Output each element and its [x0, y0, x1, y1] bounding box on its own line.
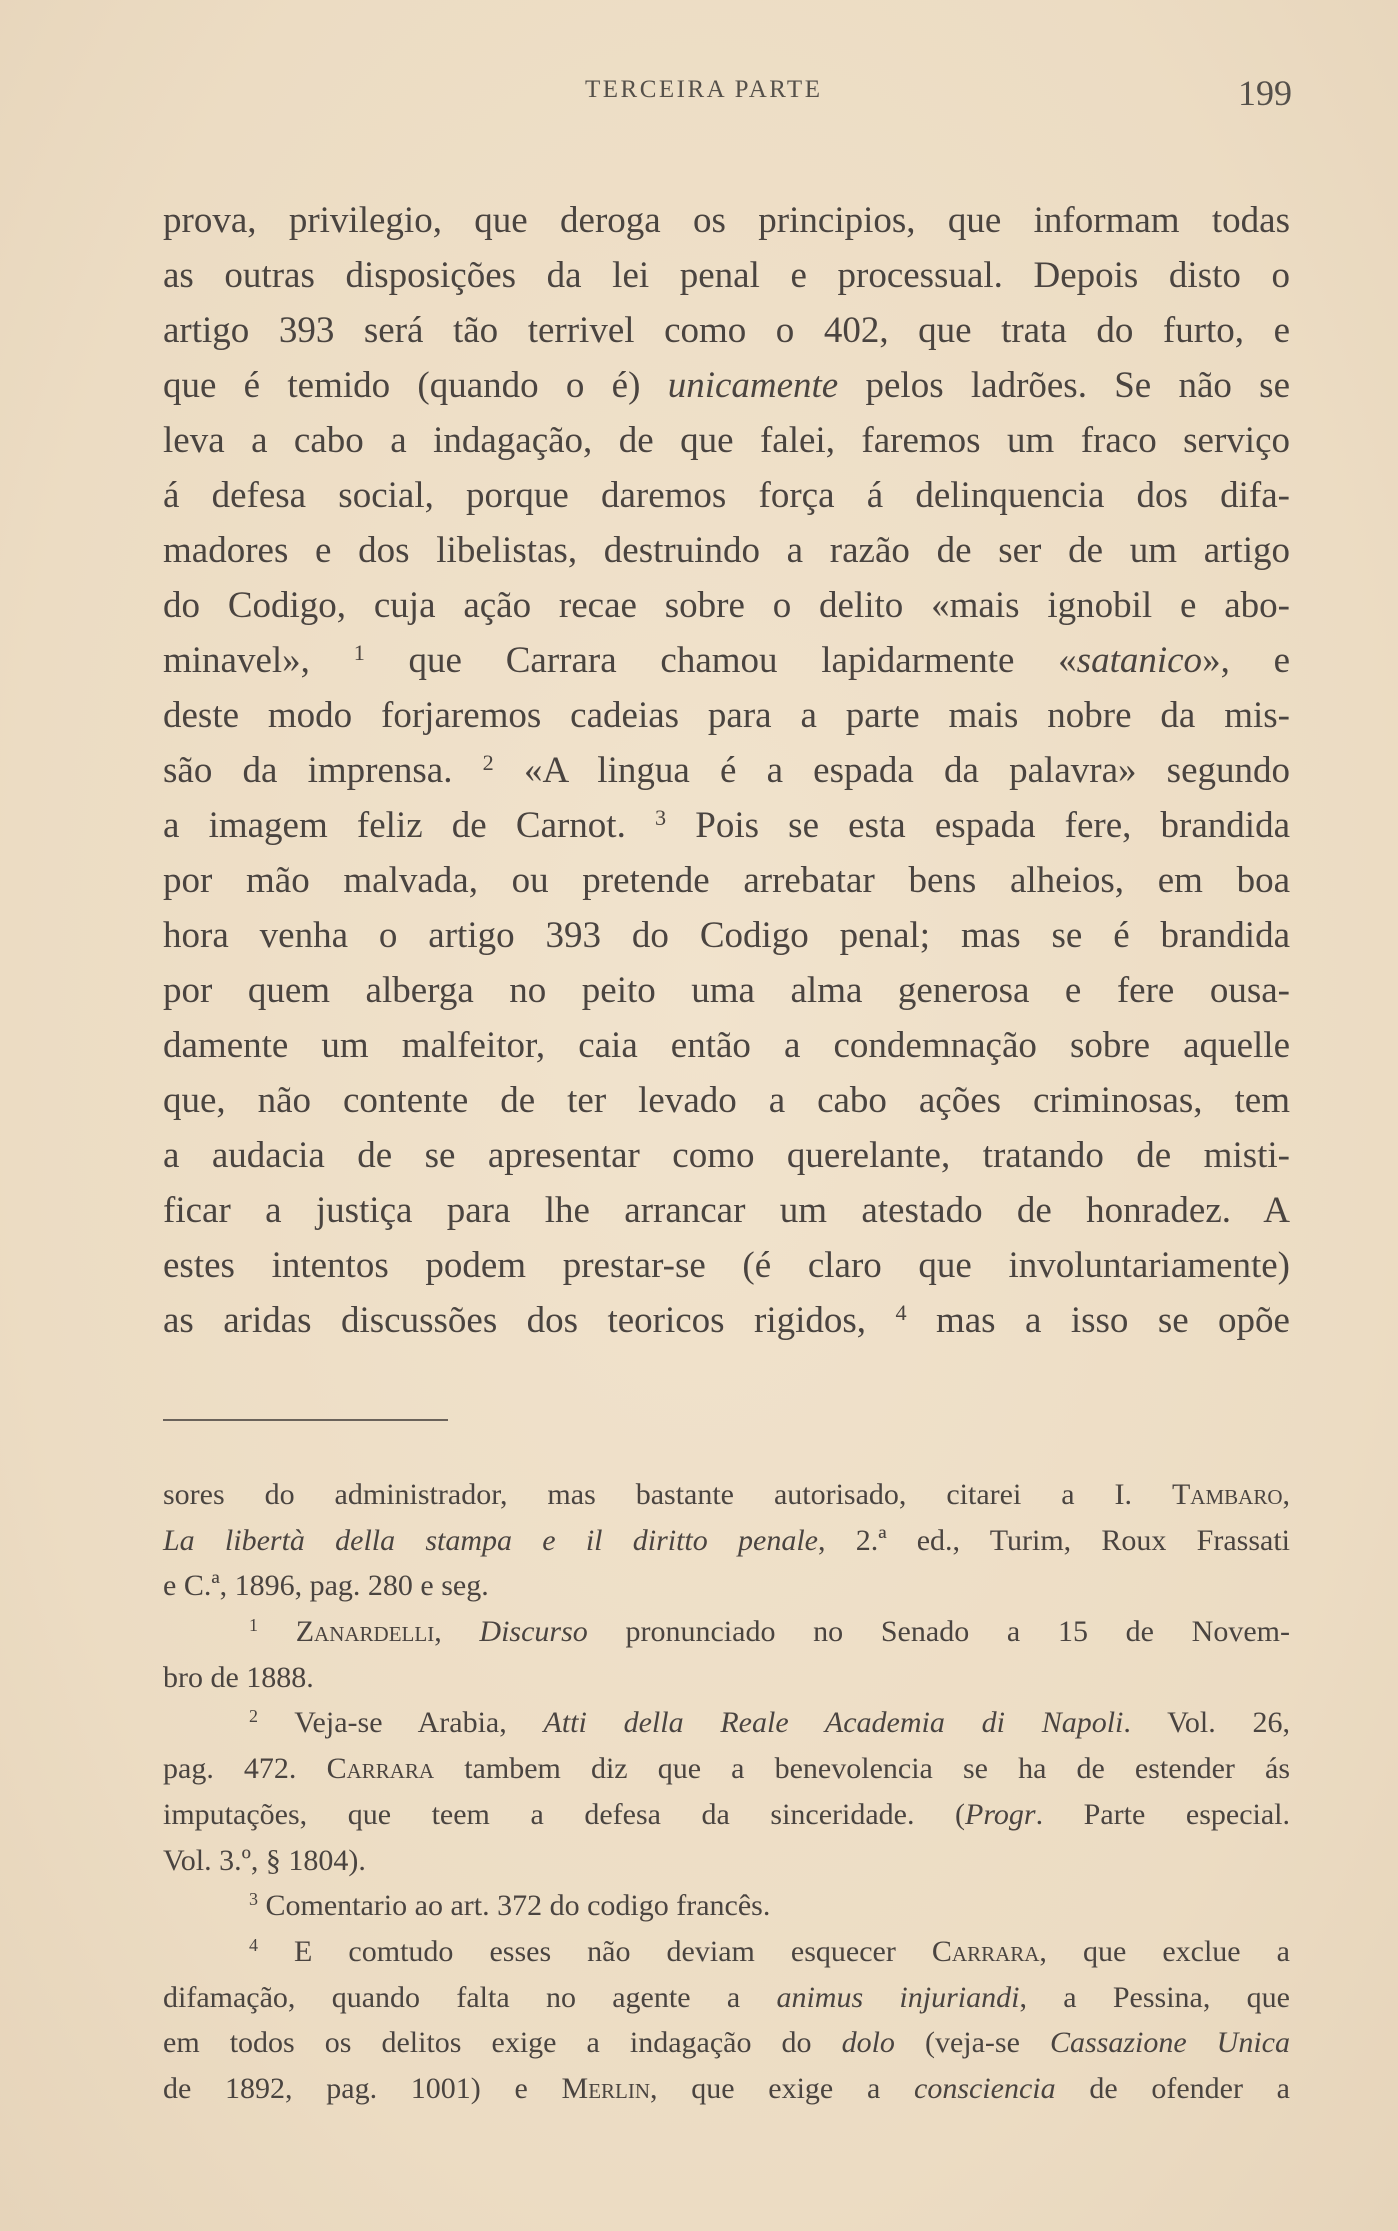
- footnote-line: [163, 1518, 1290, 1564]
- text-run: », e: [1202, 640, 1290, 681]
- text-run: bro de 1888.: [163, 1660, 314, 1694]
- body-line: [163, 1293, 1290, 1348]
- footnote-marker: 4: [895, 1299, 907, 1325]
- text-run: (veja-se: [894, 2026, 1050, 2060]
- footnote-line: [163, 1792, 1290, 1838]
- body-line: [163, 1183, 1290, 1238]
- text-run: Comentario ao art. 372 do codigo francês.: [258, 1889, 771, 1923]
- body-line: [163, 1073, 1290, 1128]
- text-run: . Vol. 26,: [1123, 1706, 1290, 1740]
- footnote-line: [163, 2020, 1290, 2066]
- footnote-line: [163, 1975, 1290, 2021]
- footnote-marker: 3: [655, 804, 667, 830]
- small-caps-name: Tambaro: [1171, 1478, 1283, 1511]
- footnote-line: [163, 1563, 1290, 1609]
- text-run: leva a cabo a indagação, de que falei, faremos um fraco serviço: [163, 420, 1290, 461]
- text-run: de 1892, pag. 1001) e: [163, 2071, 562, 2105]
- italic-text: unicamente: [667, 365, 839, 406]
- small-caps-name: Merlin: [561, 2071, 651, 2105]
- footnote-marker: 3: [249, 1889, 258, 1910]
- text-run: minavel»,: [163, 640, 354, 681]
- text-run: prova, privilegio, que deroga os principios, que informam todas: [163, 200, 1290, 241]
- text-run: por quem alberga no peito uma alma generosa e fere ousa-: [163, 970, 1290, 1011]
- text-run: por mão malvada, ou pretende arrebatar bens alheios, em boa: [163, 860, 1290, 901]
- text-run: madores e dos libelistas, destruindo a razão de ser de um artigo: [163, 530, 1290, 571]
- text-run: ,: [1282, 1478, 1290, 1511]
- italic-text: La libertà della stampa e il diritto penale: [163, 1523, 818, 1557]
- text-run: as outras disposições da lei penal e processual. Depois disto o: [163, 255, 1290, 296]
- text-run: estes intentos podem prestar-se (é claro que involuntariamente): [163, 1245, 1290, 1286]
- page-number: 199: [1238, 73, 1292, 113]
- body-line: [163, 248, 1290, 303]
- text-run: que, não contente de ter levado a cabo ações criminosas, tem: [163, 1080, 1290, 1121]
- text-run: que é temido (quando o é): [163, 365, 668, 406]
- text-run: hora venha o artigo 393 do Codigo penal; mas se é brandida: [163, 915, 1290, 956]
- body-line: [163, 1018, 1290, 1073]
- section-title: TERCEIRA PARTE: [585, 76, 823, 103]
- text-run: [258, 1615, 296, 1648]
- footnote-line: [163, 1746, 1290, 1792]
- footnote-marker: 2: [249, 1706, 258, 1727]
- text-run: as aridas discussões dos teoricos rigidos,: [163, 1300, 896, 1341]
- text-run: deste modo forjaremos cadeias para a parte mais nobre da mis-: [163, 695, 1290, 736]
- italic-text: Atti della Reale Academia di Napoli: [543, 1706, 1124, 1740]
- text-run: damente um malfeitor, caia então a condemnação sobre aquelle: [163, 1025, 1290, 1066]
- body-text: [163, 193, 1290, 1348]
- text-run: em todos os delitos exige a indagação do: [163, 2026, 842, 2060]
- text-run: tambem diz que a benevolencia se ha de estender ás: [434, 1752, 1290, 1786]
- text-run: Vol. 3.º, § 1804).: [163, 1843, 366, 1877]
- footnote-separator: [163, 1419, 448, 1421]
- body-line: [163, 908, 1290, 963]
- italic-text: dolo: [841, 2026, 895, 2060]
- text-run: e C.ª, 1896, pag. 280 e seg.: [163, 1569, 489, 1603]
- running-header: [0, 72, 1398, 112]
- text-run: que Carrara chamou lapidarmente «: [364, 640, 1077, 681]
- text-run: E comtudo esses não deviam esquecer: [258, 1934, 932, 1968]
- text-run: , que exige a: [650, 2071, 914, 2105]
- text-run: difamação, quando falta no agente a: [163, 1980, 777, 2014]
- small-caps-name: Carrara: [931, 1934, 1040, 1968]
- text-run: sores do administrador, mas bastante autorisado, citarei a I.: [163, 1478, 1172, 1511]
- footnotes: [163, 1472, 1290, 2112]
- text-run: imputações, que teem a defesa da sinceridade. (: [163, 1797, 966, 1831]
- small-caps-name: Zanardelli: [295, 1615, 435, 1649]
- text-run: pelos ladrões. Se não se: [838, 365, 1290, 406]
- text-run: de ofender a: [1055, 2071, 1291, 2105]
- body-line: [163, 523, 1290, 578]
- text-run: mas a isso se opõe: [906, 1300, 1290, 1341]
- text-run: do Codigo, cuja ação recae sobre o delito «mais ignobil e abo-: [163, 585, 1290, 626]
- text-run: ,: [434, 1615, 480, 1649]
- body-line: [163, 1128, 1290, 1183]
- body-line: [163, 963, 1290, 1018]
- body-line: [163, 633, 1290, 688]
- footnote-line: [163, 1609, 1290, 1655]
- italic-text: Discurso: [479, 1615, 588, 1649]
- body-line: [163, 578, 1290, 633]
- footnote-line: [163, 1929, 1290, 1975]
- italic-text: Cassazione Unica: [1049, 2026, 1290, 2060]
- text-run: são da imprensa.: [163, 750, 483, 791]
- text-run: «A lingua é a espada da palavra» segundo: [493, 750, 1290, 791]
- text-run: pronunciado no Senado a 15 de Novem-: [587, 1615, 1290, 1649]
- body-line: [163, 1238, 1290, 1293]
- italic-text: animus injuriandi: [776, 1980, 1020, 2014]
- text-run: Pois se esta espada fere, brandida: [666, 805, 1290, 846]
- text-run: a audacia de se apresentar como querelante, tratando de misti-: [163, 1135, 1290, 1176]
- italic-text: Progr: [965, 1797, 1036, 1831]
- footnote-marker: 1: [249, 1615, 258, 1636]
- body-line: [163, 853, 1290, 908]
- body-line: [163, 303, 1290, 358]
- footnote-marker: 1: [353, 639, 365, 665]
- footnote-marker: 2: [482, 749, 494, 775]
- text-run: . Parte especial.: [1035, 1797, 1290, 1831]
- footnote-line: [163, 2066, 1290, 2112]
- body-line: [163, 468, 1290, 523]
- body-line: [163, 358, 1290, 413]
- text-run: á defesa social, porque daremos força á delinquencia dos difa-: [163, 475, 1290, 516]
- footnote-line: [163, 1838, 1290, 1884]
- text-run: pag. 472.: [163, 1752, 327, 1786]
- body-line: [163, 798, 1290, 853]
- text-run: , que exclue a: [1039, 1934, 1290, 1968]
- text-run: ficar a justiça para lhe arrancar um atestado de honradez. A: [163, 1190, 1290, 1231]
- text-run: Veja-se Arabia,: [258, 1706, 544, 1740]
- footnote-line: [163, 1472, 1290, 1518]
- body-line: [163, 413, 1290, 468]
- italic-text: satanico: [1076, 640, 1203, 681]
- footnote-line: [163, 1655, 1290, 1701]
- small-caps-name: Carrara: [326, 1752, 435, 1786]
- body-line: [163, 743, 1290, 798]
- text-run: a imagem feliz de Carnot.: [163, 805, 655, 846]
- body-line: [163, 688, 1290, 743]
- italic-text: consciencia: [914, 2071, 1056, 2105]
- footnote-line: [163, 1700, 1290, 1746]
- footnote-line: [163, 1883, 1290, 1929]
- footnote-marker: 4: [249, 1934, 258, 1955]
- text-run: , 2.ª ed., Turim, Roux Frassati: [817, 1523, 1290, 1557]
- text-run: , a Pessina, que: [1019, 1980, 1290, 2014]
- text-run: artigo 393 será tão terrivel como o 402, que trata do furto, e: [163, 310, 1290, 351]
- body-line: [163, 193, 1290, 248]
